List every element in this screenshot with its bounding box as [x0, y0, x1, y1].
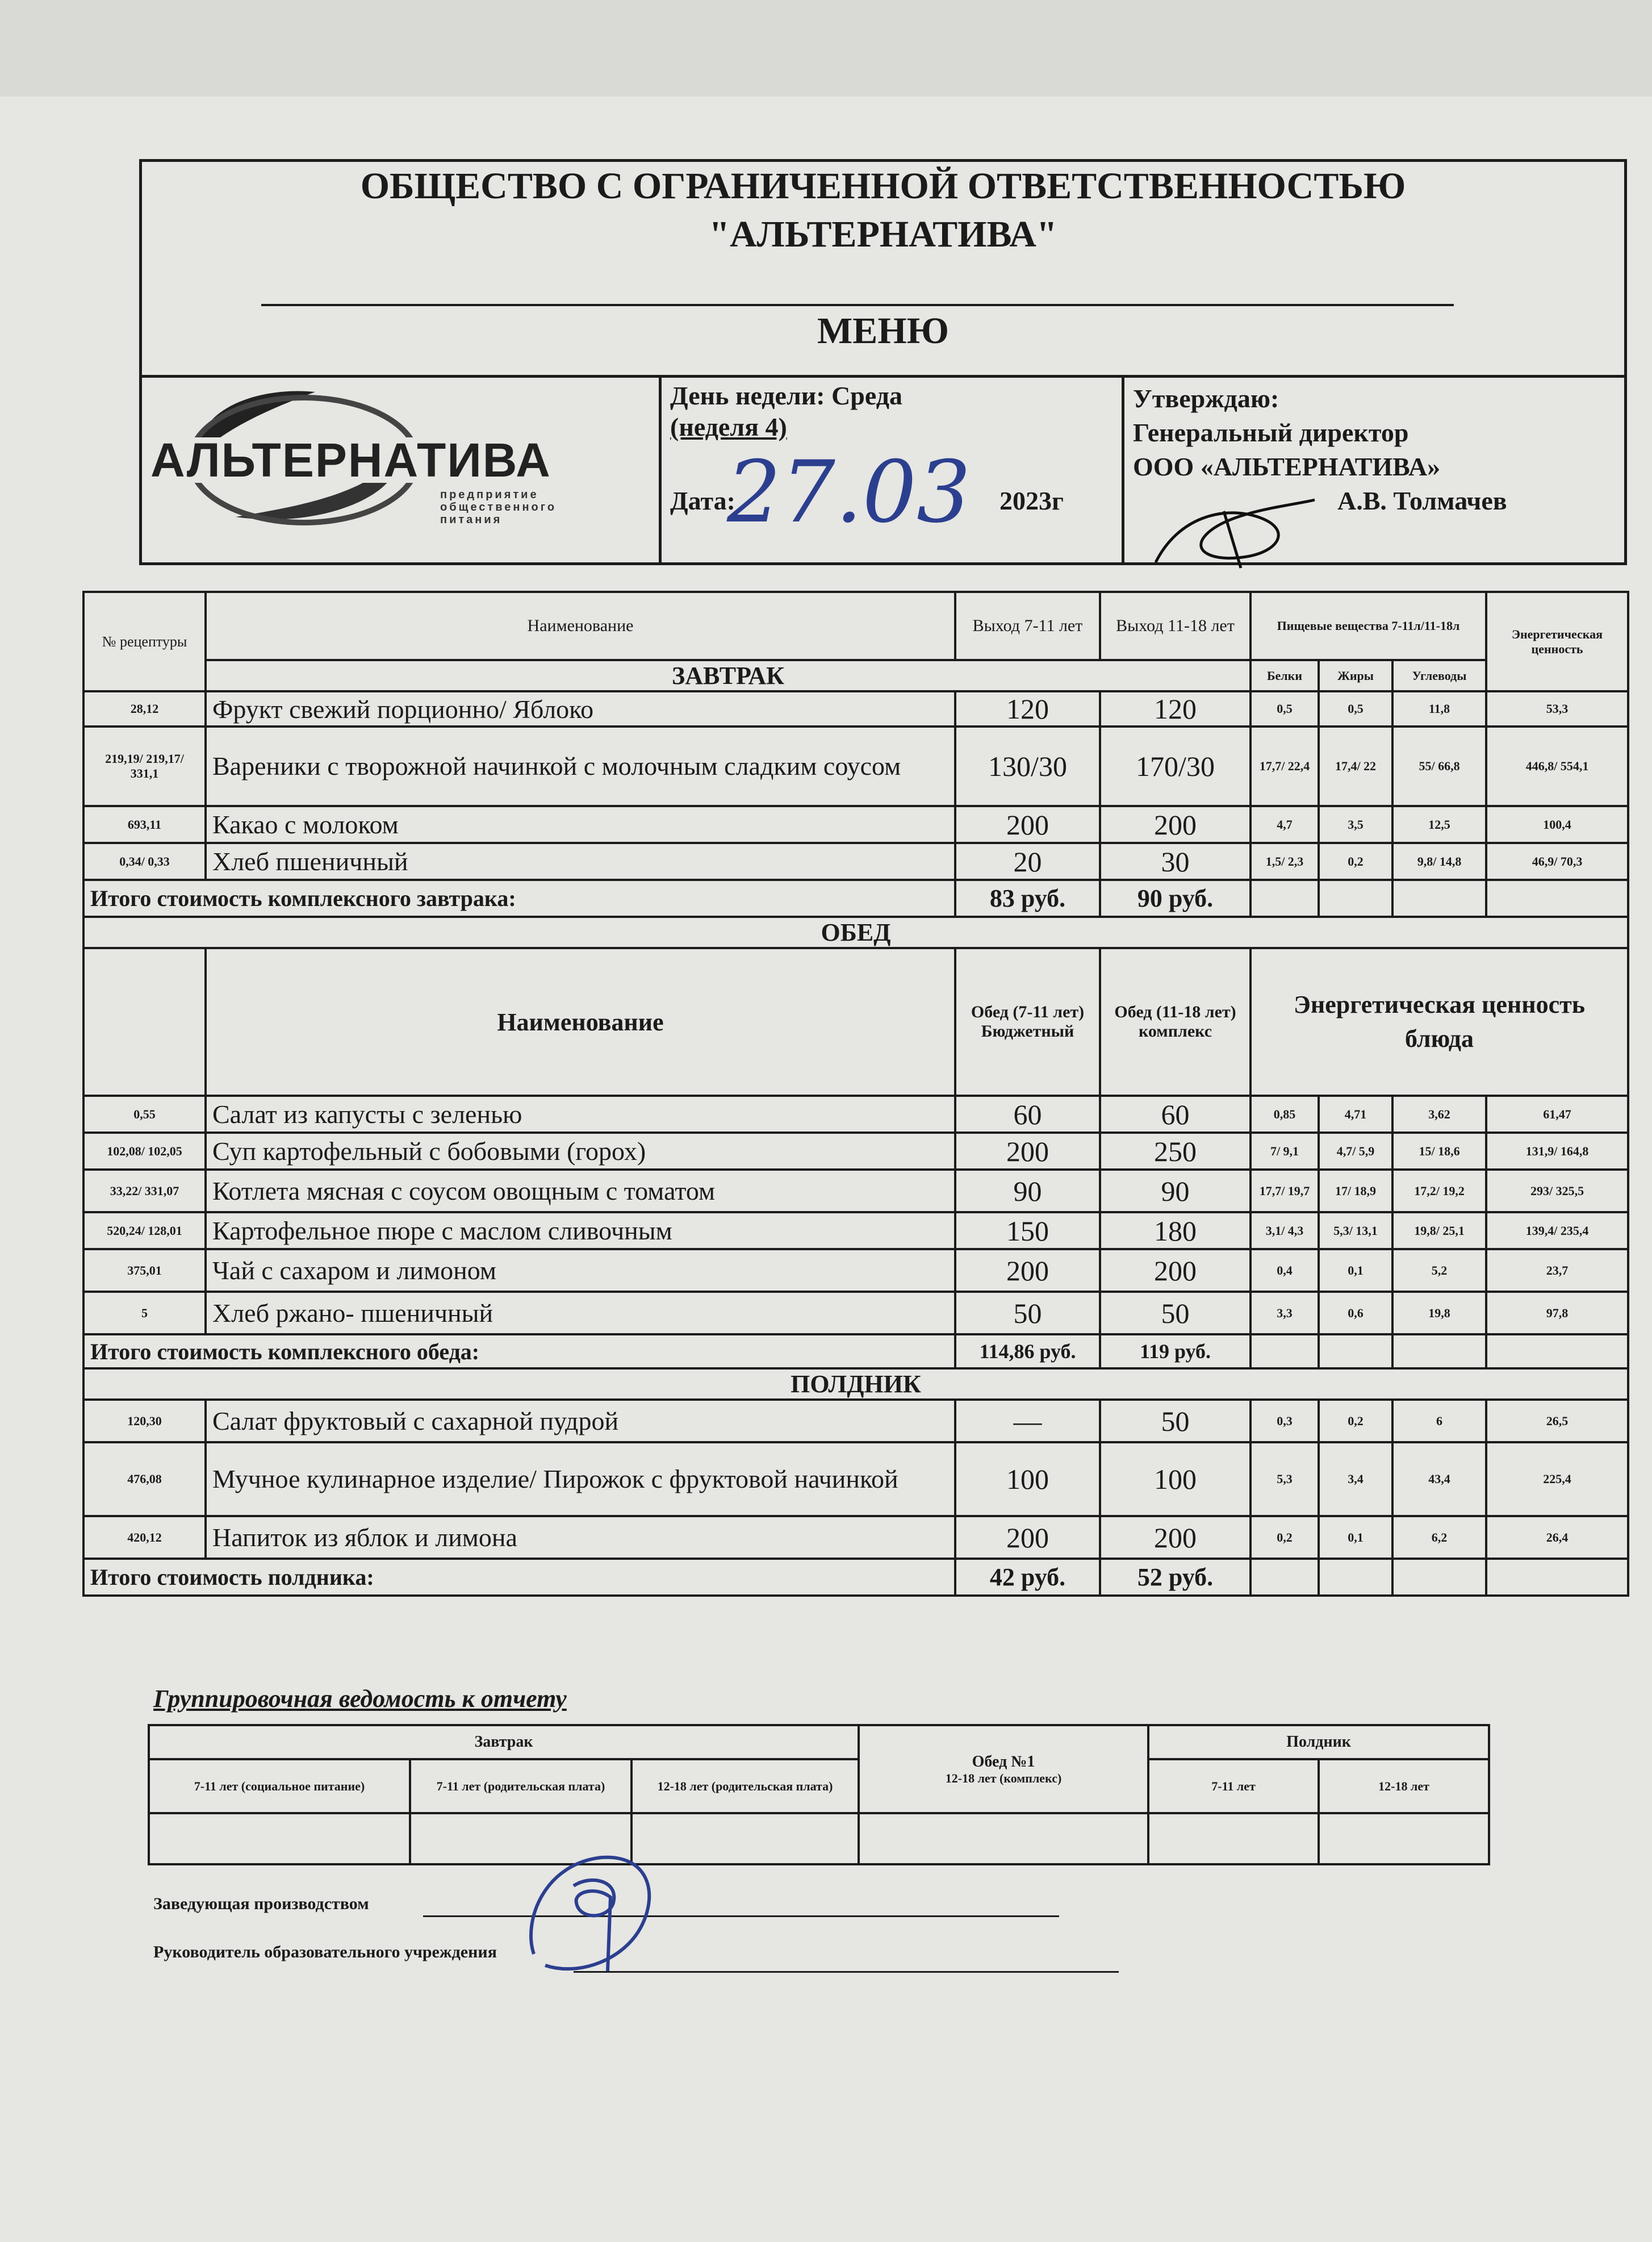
total-7-11: 42 руб. [955, 1559, 1100, 1596]
protein: 1,5/ 2,3 [1250, 843, 1319, 880]
portion-7-11: 100 [955, 1442, 1100, 1516]
section-lunch: ОБЕД [83, 917, 1628, 948]
grouping-cell [1319, 1813, 1489, 1864]
recipe-no: 520,24/ 128,01 [83, 1212, 206, 1249]
carbs: 11,8 [1392, 691, 1486, 727]
recipe-no: 120,30 [83, 1400, 206, 1442]
date-year: 2023г [999, 486, 1064, 515]
total-label: Итого стоимость комплексного обеда: [83, 1334, 955, 1368]
grouping-lunch-sub: 12-18 лет (комплекс) [945, 1771, 1062, 1785]
energy: 139,4/ 235,4 [1486, 1212, 1628, 1249]
table-row [83, 691, 1628, 727]
recipe-no: 102,08/ 102,05 [83, 1133, 206, 1170]
fat: 4,71 [1319, 1096, 1392, 1133]
section-snack: ПОЛДНИК [83, 1368, 1628, 1400]
fat: 0,1 [1319, 1249, 1392, 1292]
portion-7-11: 120 [955, 691, 1100, 727]
col-out-7-11: Выход 7-11 лет [955, 592, 1100, 660]
org-name-line2: "АЛЬТЕРНАТИВА" [709, 214, 1057, 255]
logo-subtext: предприятие общественного питания [440, 489, 557, 526]
table-row [83, 1212, 1628, 1249]
col-recipe-no: № рецептуры [83, 592, 206, 691]
protein: 5,3 [1250, 1442, 1319, 1516]
lunch-title-row [83, 917, 1628, 948]
grouping-b-col3: 12-18 лет (родительская плата) [631, 1759, 859, 1813]
table-row [83, 1400, 1628, 1442]
fat: 5,3/ 13,1 [1319, 1212, 1392, 1249]
carbs: 9,8/ 14,8 [1392, 843, 1486, 880]
energy: 26,5 [1486, 1400, 1628, 1442]
carbs: 3,62 [1392, 1096, 1486, 1133]
total-11-18: 90 руб. [1100, 880, 1250, 917]
header-col-divider-1 [659, 375, 662, 565]
total-11-18: 119 руб. [1100, 1334, 1250, 1368]
grouping-b-col1: 7-11 лет (социальное питание) [149, 1759, 410, 1813]
dish-name: Чай с сахаром и лимоном [206, 1249, 955, 1292]
portion-11-18: 200 [1100, 1249, 1250, 1292]
production-signature [511, 1840, 681, 1982]
protein: 0,5 [1250, 691, 1319, 727]
recipe-no: 693,11 [83, 806, 206, 843]
col-protein: Белки [1250, 660, 1319, 691]
table-row [83, 1133, 1628, 1170]
col-out-11-18: Выход 11-18 лет [1100, 592, 1250, 660]
energy: 131,9/ 164,8 [1486, 1133, 1628, 1170]
energy: 293/ 325,5 [1486, 1170, 1628, 1212]
grouping-lunch [859, 1725, 1148, 1813]
table-row [83, 806, 1628, 843]
table-row [83, 727, 1628, 806]
carbs: 17,2/ 19,2 [1392, 1170, 1486, 1212]
portion-7-11: 130/30 [955, 727, 1100, 806]
portion-11-18: 90 [1100, 1170, 1250, 1212]
portion-7-11: 200 [955, 1249, 1100, 1292]
portion-11-18: 30 [1100, 843, 1250, 880]
table-row [83, 843, 1628, 880]
portion-11-18: 250 [1100, 1133, 1250, 1170]
dish-name: Хлеб пшеничный [206, 843, 955, 880]
total-11-18: 52 руб. [1100, 1559, 1250, 1596]
approve-name: А.В. Толмачев [1337, 486, 1507, 515]
grouping-title: Группировочная ведомость к отчету [153, 1685, 567, 1713]
week-number: (неделя 4) [670, 412, 787, 441]
portion-7-11: 50 [955, 1292, 1100, 1334]
fat: 0,6 [1319, 1292, 1392, 1334]
dish-name: Хлеб ржано- пшеничный [206, 1292, 955, 1334]
portion-7-11: — [955, 1400, 1100, 1442]
energy: 225,4 [1486, 1442, 1628, 1516]
portion-11-18: 170/30 [1100, 727, 1250, 806]
lunch-total-row [83, 1334, 1628, 1368]
grouping-cell [1148, 1813, 1319, 1864]
dish-name: Салат фруктовый с сахарной пудрой [206, 1400, 955, 1442]
snack-title-row [83, 1368, 1628, 1400]
recipe-no: 33,22/ 331,07 [83, 1170, 206, 1212]
protein: 4,7 [1250, 806, 1319, 843]
protein: 0,2 [1250, 1516, 1319, 1559]
fat: 0,1 [1319, 1516, 1392, 1559]
grouping-value-row [149, 1813, 1489, 1864]
head-of-production-label: Заведующая производством [153, 1894, 369, 1913]
protein: 0,85 [1250, 1096, 1319, 1133]
org-name-line1: ОБЩЕСТВО С ОГРАНИЧЕННОЙ ОТВЕТСТВЕННОСТЬЮ [360, 165, 1406, 207]
energy: 446,8/ 554,1 [1486, 727, 1628, 806]
menu-table [82, 591, 1629, 1597]
grouping-cell [149, 1813, 410, 1864]
total-7-11: 83 руб. [955, 880, 1100, 917]
dish-name: Фрукт свежий порционно/ Яблоко [206, 691, 955, 727]
col-name: Наименование [206, 592, 955, 660]
protein: 0,3 [1250, 1400, 1319, 1442]
protein: 17,7/ 19,7 [1250, 1170, 1319, 1212]
portion-11-18: 200 [1100, 806, 1250, 843]
grouping-s-col1: 7-11 лет [1148, 1759, 1319, 1813]
breakfast-total-row [83, 880, 1628, 917]
col-carbs: Углеводы [1392, 660, 1486, 691]
recipe-no: 219,19/ 219,17/ 331,1 [83, 727, 206, 806]
grouping-subheader-row [149, 1759, 1489, 1813]
day-of-week: День недели: Среда [670, 381, 902, 410]
grouping-table [148, 1724, 1490, 1865]
portion-11-18: 50 [1100, 1292, 1250, 1334]
portion-7-11: 90 [955, 1170, 1100, 1212]
carbs: 6,2 [1392, 1516, 1486, 1559]
recipe-no: 420,12 [83, 1516, 206, 1559]
energy: 46,9/ 70,3 [1486, 843, 1628, 880]
grouping-breakfast: Завтрак [149, 1725, 859, 1759]
date-handwritten: 27.03 [727, 443, 971, 542]
fat: 17/ 18,9 [1319, 1170, 1392, 1212]
grouping-header-row [149, 1725, 1489, 1759]
date-label: Дата: [670, 486, 735, 515]
school-head-label: Руководитель образовательного учреждения [153, 1943, 497, 1961]
dish-name: Котлета мясная с соусом овощным с томатом [206, 1170, 955, 1212]
snack-total-row [83, 1559, 1628, 1596]
protein: 17,7/ 22,4 [1250, 727, 1319, 806]
carbs: 55/ 66,8 [1392, 727, 1486, 806]
grouping-cell [859, 1813, 1148, 1864]
table-row [83, 1292, 1628, 1334]
col-energy: Энергетическая ценность [1486, 592, 1628, 691]
recipe-no: 0,34/ 0,33 [83, 843, 206, 880]
energy: 97,8 [1486, 1292, 1628, 1334]
approve-position: Генеральный директор [1133, 418, 1409, 447]
total-label: Итого стоимость полдника: [83, 1559, 955, 1596]
carbs: 19,8/ 25,1 [1392, 1212, 1486, 1249]
portion-7-11: 60 [955, 1096, 1100, 1133]
lunch-header-row [83, 948, 1628, 1096]
lunch-col-name: Наименование [206, 948, 955, 1096]
energy: 23,7 [1486, 1249, 1628, 1292]
portion-7-11: 20 [955, 843, 1100, 880]
total-7-11: 114,86 руб. [955, 1334, 1100, 1368]
protein: 3,1/ 4,3 [1250, 1212, 1319, 1249]
table-row [83, 1096, 1628, 1133]
lunch-col-energy: Энергетическая ценность блюда [1250, 948, 1628, 1096]
company-logo [145, 375, 610, 528]
grouping-lunch-title: Обед №1 [972, 1752, 1035, 1771]
approve-org: ООО «АЛЬТЕРНАТИВА» [1133, 452, 1441, 481]
recipe-no: 476,08 [83, 1442, 206, 1516]
dish-name: Какао с молоком [206, 806, 955, 843]
dish-name: Суп картофельный с бобовыми (горох) [206, 1133, 955, 1170]
protein: 3,3 [1250, 1292, 1319, 1334]
dish-name: Вареники с творожной начинкой с молочным сладким соусом [206, 727, 955, 806]
portion-11-18: 120 [1100, 691, 1250, 727]
doc-title: МЕНЮ [817, 310, 949, 352]
table-row [83, 1442, 1628, 1516]
energy: 53,3 [1486, 691, 1628, 727]
portion-11-18: 180 [1100, 1212, 1250, 1249]
portion-11-18: 100 [1100, 1442, 1250, 1516]
carbs: 5,2 [1392, 1249, 1486, 1292]
fat: 3,4 [1319, 1442, 1392, 1516]
grouping-snack: Полдник [1148, 1725, 1489, 1759]
section-breakfast: ЗАВТРАК [206, 660, 1250, 691]
energy: 100,4 [1486, 806, 1628, 843]
col-fat: Жиры [1319, 660, 1392, 691]
header-col-divider-2 [1122, 375, 1124, 565]
approve-label: Утверждаю: [1133, 384, 1279, 413]
fat: 3,5 [1319, 806, 1392, 843]
logo-wordmark: АЛЬТЕРНАТИВА [150, 433, 551, 487]
grouping-b-col2: 7-11 лет (родительская плата) [410, 1759, 631, 1813]
dish-name: Напиток из яблок и лимона [206, 1516, 955, 1559]
carbs: 43,4 [1392, 1442, 1486, 1516]
fat: 0,5 [1319, 691, 1392, 727]
header-underline [261, 304, 1454, 306]
portion-11-18: 50 [1100, 1400, 1250, 1442]
table-row [83, 1516, 1628, 1559]
portion-7-11: 200 [955, 1133, 1100, 1170]
carbs: 12,5 [1392, 806, 1486, 843]
table-header-row [83, 592, 1628, 660]
fat: 17,4/ 22 [1319, 727, 1392, 806]
grouping-s-col2: 12-18 лет [1319, 1759, 1489, 1813]
protein: 7/ 9,1 [1250, 1133, 1319, 1170]
breakfast-title-row [83, 660, 1628, 691]
recipe-no: 28,12 [83, 691, 206, 727]
dish-name: Салат из капусты с зеленью [206, 1096, 955, 1133]
col-nutrients: Пищевые вещества 7-11л/11-18л [1250, 592, 1486, 660]
portion-11-18: 200 [1100, 1516, 1250, 1559]
fat: 4,7/ 5,9 [1319, 1133, 1392, 1170]
director-signature [1144, 483, 1326, 574]
protein: 0,4 [1250, 1249, 1319, 1292]
carbs: 15/ 18,6 [1392, 1133, 1486, 1170]
lunch-col-11-18: Обед (11-18 лет) комплекс [1100, 948, 1250, 1096]
fat: 0,2 [1319, 1400, 1392, 1442]
recipe-no: 0,55 [83, 1096, 206, 1133]
lunch-col-7-11: Обед (7-11 лет) Бюджетный [955, 948, 1100, 1096]
table-row [83, 1170, 1628, 1212]
total-label: Итого стоимость комплексного завтрака: [83, 880, 955, 917]
dish-name: Картофельное пюре с маслом сливочным [206, 1212, 955, 1249]
table-row [83, 1249, 1628, 1292]
energy: 61,47 [1486, 1096, 1628, 1133]
portion-7-11: 150 [955, 1212, 1100, 1249]
fat: 0,2 [1319, 843, 1392, 880]
carbs: 19,8 [1392, 1292, 1486, 1334]
dish-name: Мучное кулинарное изделие/ Пирожок с фруктовой начинкой [206, 1442, 955, 1516]
carbs: 6 [1392, 1400, 1486, 1442]
portion-7-11: 200 [955, 806, 1100, 843]
recipe-no: 375,01 [83, 1249, 206, 1292]
portion-7-11: 200 [955, 1516, 1100, 1559]
recipe-no: 5 [83, 1292, 206, 1334]
energy: 26,4 [1486, 1516, 1628, 1559]
portion-11-18: 60 [1100, 1096, 1250, 1133]
